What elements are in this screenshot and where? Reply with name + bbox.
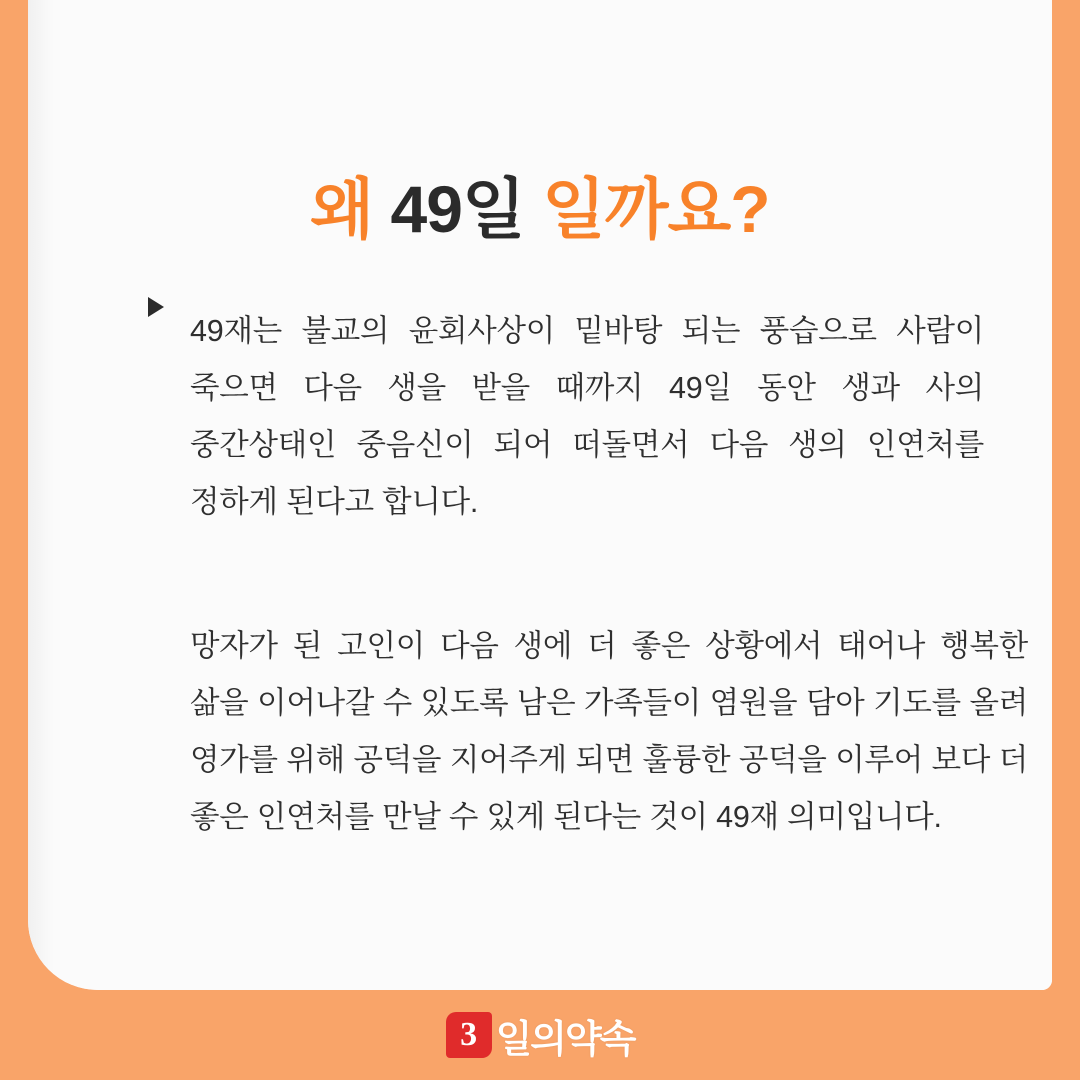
triangle-right-icon [146,272,190,318]
content-panel-surface [28,0,1052,990]
page-title [28,172,1052,248]
title-part-2: 49일 [390,172,542,247]
paragraph-1: 49재는 불교의 윤회사상이 밑바탕 되는 풍습으로 사람이 죽으면 다음 생을 받을 때까지 49일 동안 생과 사의 중간상태인 중음신이 되어 떠돌면서 다음 생의 인연처를 정하게 된다고 합니다. [190,313,984,519]
title-part-1: 왜 [310,172,391,247]
brand-logo [446,1008,635,1063]
logo-text: 일의약속 [495,1018,635,1061]
logo-badge: 3 [446,1012,492,1058]
footer [0,990,1080,1080]
content-panel [28,0,1052,990]
paragraph-2: 망자가 된 고인이 다음 생에 더 좋은 상황에서 태어나 행복한 삶을 이어나갈 수 있도록 남은 가족들이 염원을 담아 기도를 올려 영가를 위해 공덕을 지어주게 되면 훌륭한 공덕을 이루어 보다 더 좋은 인연처를 만날 수 있게 된다는 것이 49재 의미입니다. [190,629,1028,834]
paragraph-row [146,272,984,561]
title-part-3: 일까요? [542,172,770,247]
body-text-block [146,272,1028,877]
